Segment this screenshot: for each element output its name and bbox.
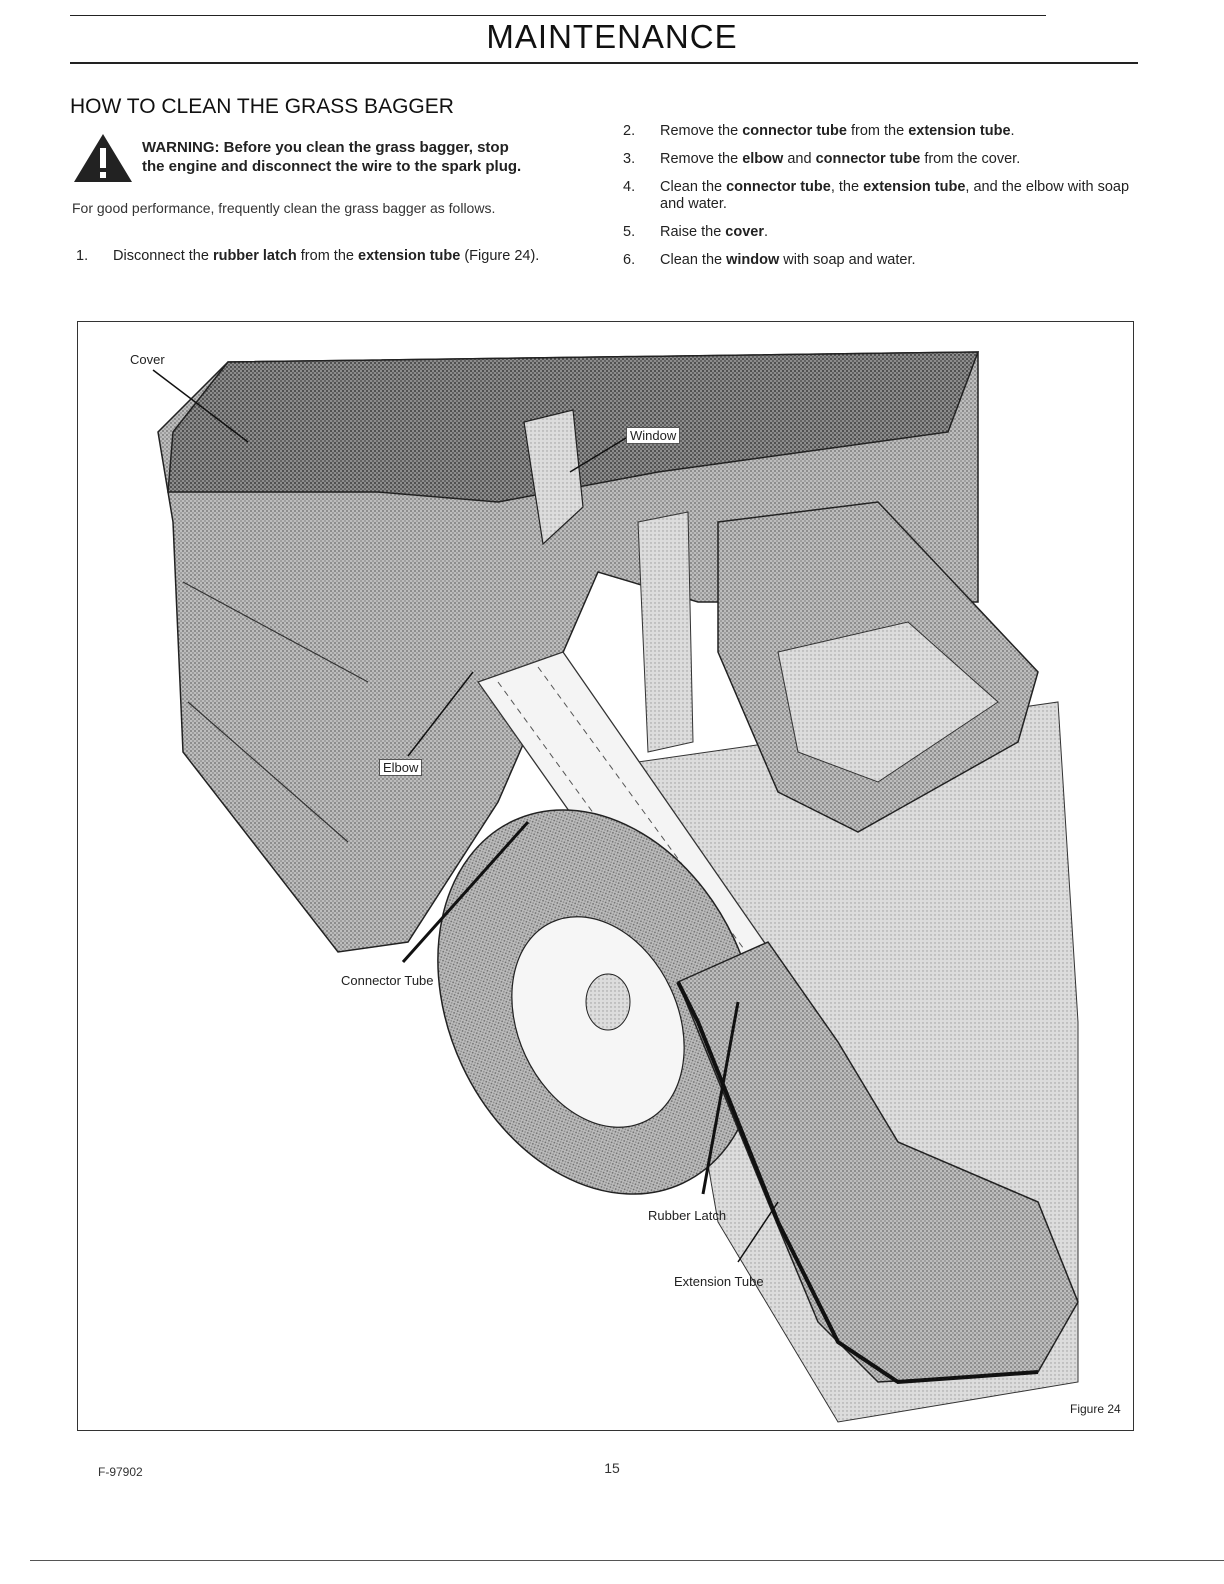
step-text: Clean the <box>660 252 727 268</box>
window-label: Window <box>626 427 680 444</box>
step-text: Remove the <box>660 151 743 167</box>
step-text: . <box>1010 123 1015 139</box>
step-text: (Figure 24). <box>460 248 540 264</box>
list-item <box>76 248 591 265</box>
section-heading: HOW TO CLEAN THE GRASS BAGGER <box>70 95 454 118</box>
support-post <box>638 512 693 752</box>
intro-paragraph: For good performance, frequently clean the grass bagger as follows. <box>72 200 496 216</box>
extension-tube-label: Extension Tube <box>674 1274 764 1289</box>
step-text: Clean the <box>660 179 727 195</box>
step-text: . <box>764 224 769 240</box>
step-term: cover <box>725 224 764 240</box>
step-number: 3. <box>623 151 636 167</box>
step-text: Disconnect the <box>113 248 213 264</box>
list-item <box>623 224 1143 241</box>
step-text: from the cover. <box>920 151 1021 167</box>
step-text: and <box>783 151 816 167</box>
step-number: 4. <box>623 179 636 195</box>
grass-bagger-illustration <box>78 322 1133 1430</box>
step-term: rubber latch <box>212 248 297 264</box>
warning-line-2: the engine and disconnect the wire to the spark plug. <box>142 158 522 175</box>
top-rule <box>70 15 1046 16</box>
list-item <box>623 252 1143 269</box>
warning-line-1: WARNING: Before you clean the grass bagger, stop <box>142 139 509 156</box>
title-underline <box>70 62 1138 64</box>
list-item <box>623 151 1143 168</box>
list-item <box>623 179 1143 213</box>
steps-list-right <box>623 123 1143 280</box>
step-term: elbow <box>742 151 784 167</box>
step-text: from the <box>296 248 358 264</box>
step-term: extension tube <box>358 248 461 264</box>
step-number: 2. <box>623 123 636 139</box>
page-number: 15 <box>604 1460 620 1476</box>
page-title: MAINTENANCE <box>486 18 738 55</box>
step-term: connector tube <box>726 179 831 195</box>
figure-24 <box>77 321 1134 1431</box>
step-number: 6. <box>623 252 636 268</box>
cover-label: Cover <box>130 352 165 367</box>
steps-list-left <box>76 248 591 265</box>
step-number: 1. <box>76 248 89 264</box>
figure-caption: Figure 24 <box>1070 1402 1121 1416</box>
footer-code: F-97902 <box>98 1465 143 1479</box>
connector-tube-label: Connector Tube <box>341 973 434 988</box>
rubber-latch-label: Rubber Latch <box>648 1208 727 1223</box>
step-term: connector tube <box>815 151 921 167</box>
step-text: from the <box>846 123 909 139</box>
step-text: with soap and water. <box>779 252 916 268</box>
step-term: connector tube <box>742 123 847 139</box>
warning-block <box>72 132 592 192</box>
step-number: 5. <box>623 224 636 240</box>
step-text: , and the elbow with soap and water. <box>660 179 1130 212</box>
list-item <box>623 123 1143 140</box>
step-text: Raise the <box>660 224 726 240</box>
step-term: extension tube <box>863 179 966 195</box>
step-term: window <box>726 252 780 268</box>
warning-triangle-icon <box>72 132 134 184</box>
elbow-label: Elbow <box>379 759 422 776</box>
step-text: , the <box>830 179 864 195</box>
step-term: extension tube <box>908 123 1011 139</box>
bottom-rule <box>30 1560 1224 1561</box>
warning-text <box>142 138 587 176</box>
step-text: Remove the <box>660 123 743 139</box>
